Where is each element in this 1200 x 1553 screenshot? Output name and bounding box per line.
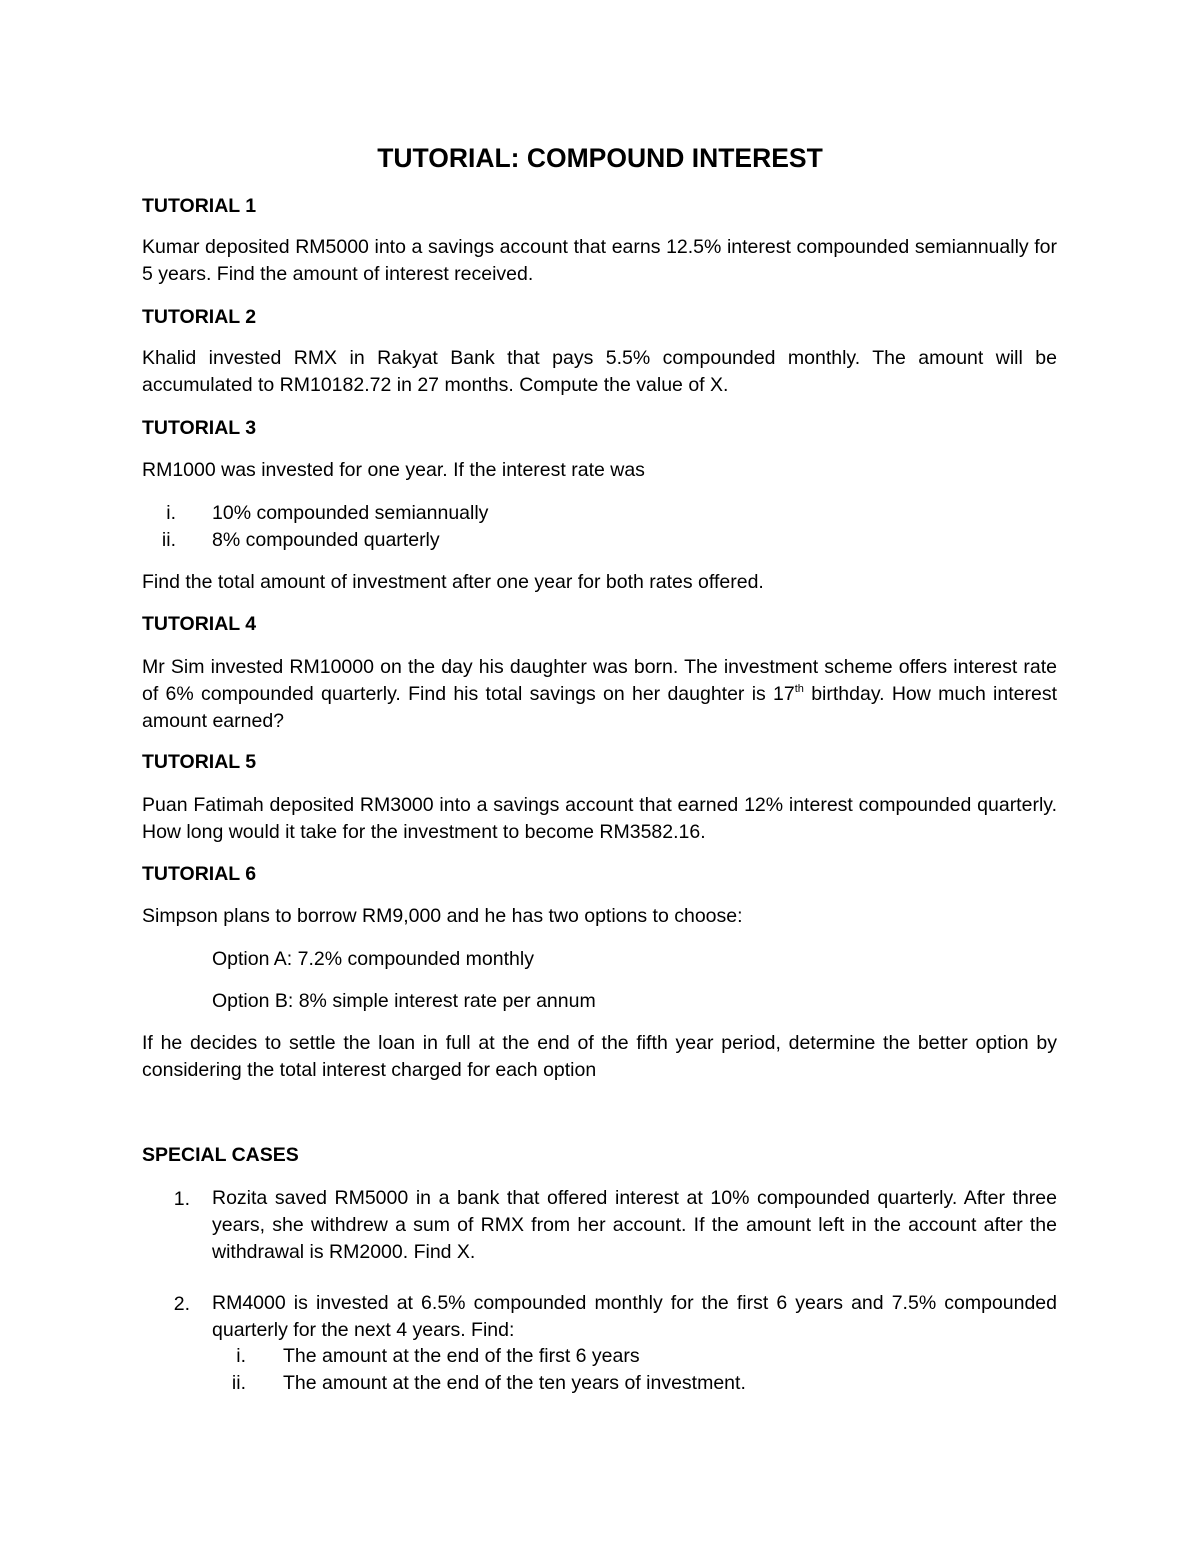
tutorial-3-item-2-text: 8% compounded quarterly [212, 529, 440, 551]
tutorial-3-outro: Find the total amount of investment after one year for both rates offered. [142, 571, 764, 593]
tutorial-5-text: Puan Fatimah deposited RM3000 into a savings account that earned 12% interest compounded quarterly. How long would it take for the investment to become RM3582.16. [142, 794, 1057, 843]
tutorial-3-intro: RM1000 was invested for one year. If the interest rate was [142, 459, 645, 481]
special-case-2-sub-1-text: The amount at the end of the first 6 years [283, 1345, 640, 1367]
tutorial-4-superscript: th [794, 682, 804, 695]
special-case-2-sub-2-text: The amount at the end of the ten years of investment. [283, 1372, 746, 1394]
tutorial-3-heading: TUTORIAL 3 [142, 417, 257, 439]
tutorial-3-item-1-marker: i. [166, 502, 176, 524]
tutorial-6-intro: Simpson plans to borrow RM9,000 and he has two options to choose: [142, 905, 743, 927]
tutorial-1-heading: TUTORIAL 1 [142, 195, 257, 217]
special-case-2-sub-1-marker: i. [236, 1345, 246, 1367]
tutorial-4-text [142, 654, 1057, 735]
document-title: TUTORIAL: COMPOUND INTEREST [377, 143, 823, 173]
tutorial-6-option-a: Option A: 7.2% compounded monthly [212, 948, 534, 970]
special-case-1-text: Rozita saved RM5000 in a bank that offered interest at 10% compounded quarterly. After three years, she withdrew a sum of RMX from her account. If the amount left in the account after the withdrawal is RM2000. Find X. [212, 1187, 1057, 1263]
special-case-2-text: RM4000 is invested at 6.5% compounded monthly for the first 6 years and 7.5% compounded quarterly for the next 4 years. Find: [212, 1292, 1057, 1341]
special-case-1-marker: 1. [173, 1188, 190, 1210]
special-case-2-sub-2-marker: ii. [231, 1372, 246, 1394]
tutorial-2-heading: TUTORIAL 2 [142, 306, 257, 328]
tutorial-3-item-2-marker: ii. [161, 529, 176, 551]
tutorial-1-text: Kumar deposited RM5000 into a savings account that earns 12.5% interest compounded semiannually for 5 years. Find the amount of interest received. [142, 236, 1057, 285]
tutorial-6-outro: If he decides to settle the loan in full at the end of the fifth year period, determine the better option by considering the total interest charged for each option [142, 1032, 1057, 1081]
tutorial-3-item-1-text: 10% compounded semiannually [212, 502, 489, 524]
tutorial-6-option-b: Option B: 8% simple interest rate per annum [212, 990, 596, 1012]
special-cases-heading: SPECIAL CASES [142, 1144, 299, 1166]
special-case-2-marker: 2. [173, 1293, 190, 1315]
tutorial-4-text-main: Mr Sim invested RM10000 on the day his daughter was born. The investment scheme offers interest rate of 6% compounded quarterly. Find his total savings on her daughter is 17 [142, 656, 1057, 705]
tutorial-5-heading: TUTORIAL 5 [142, 751, 257, 773]
tutorial-4-heading: TUTORIAL 4 [142, 613, 257, 635]
tutorial-2-text: Khalid invested RMX in Rakyat Bank that pays 5.5% compounded monthly. The amount will be accumulated to RM10182.72 in 27 months. Compute the value of X. [142, 347, 1057, 396]
tutorial-4-text-end: birthday. How much interest amount earned? [142, 683, 1058, 732]
tutorial-6-heading: TUTORIAL 6 [142, 863, 257, 885]
